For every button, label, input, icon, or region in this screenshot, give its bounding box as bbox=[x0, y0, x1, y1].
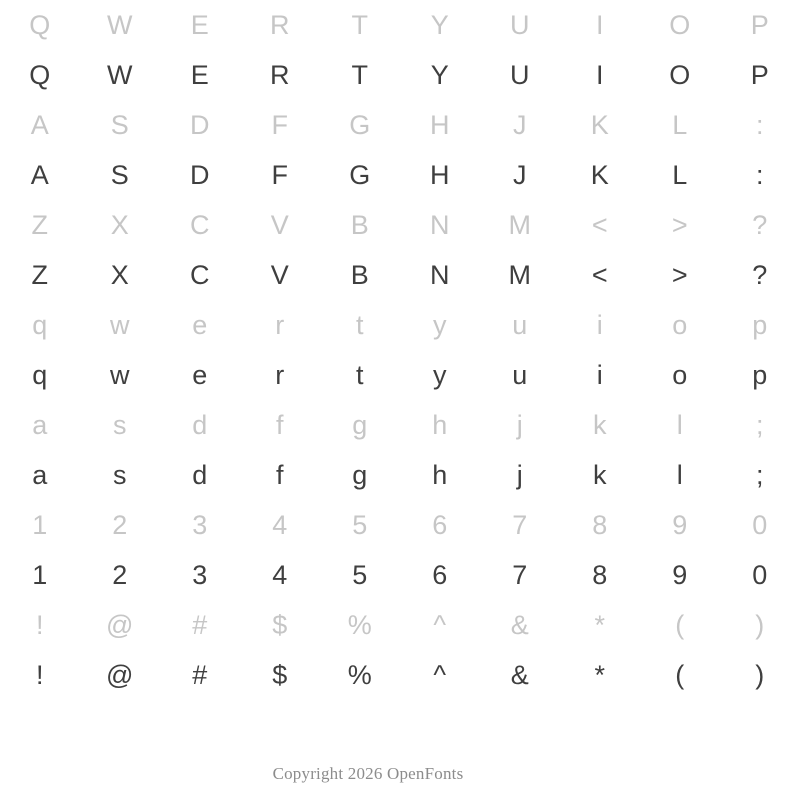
glyph-cell: 5 bbox=[352, 509, 368, 540]
glyph-cell: u bbox=[512, 309, 528, 340]
glyph-cell: 9 bbox=[672, 509, 688, 540]
glyph-cell: G bbox=[349, 109, 371, 140]
glyph-cell: f bbox=[275, 409, 284, 440]
glyph-cell: i bbox=[596, 309, 604, 340]
glyph-cell: < bbox=[591, 259, 609, 290]
glyph-cell: ^ bbox=[433, 609, 447, 640]
glyph-cell: L bbox=[672, 159, 688, 190]
glyph-cell: # bbox=[192, 659, 208, 690]
glyph-cell: s bbox=[113, 409, 127, 440]
glyph-cell: e bbox=[192, 309, 208, 340]
glyph-cell: P bbox=[750, 59, 770, 90]
glyph-cell: l bbox=[676, 459, 684, 490]
glyph-cell: ? bbox=[752, 209, 768, 240]
glyph-cell: 1 bbox=[32, 559, 48, 590]
glyph-cell: H bbox=[430, 109, 450, 140]
glyph-cell: 4 bbox=[272, 509, 288, 540]
glyph-cell: E bbox=[190, 59, 210, 90]
glyph-cell: ( bbox=[675, 609, 685, 640]
glyph-cell: r bbox=[275, 359, 285, 390]
glyph-cell: w bbox=[110, 309, 130, 340]
glyph-cell: l bbox=[676, 409, 684, 440]
glyph-cell: a bbox=[32, 459, 48, 490]
glyph-cell: I bbox=[595, 59, 604, 90]
glyph-cell: H bbox=[430, 159, 450, 190]
glyph-cell: P bbox=[750, 9, 770, 40]
glyph-cell: 2 bbox=[112, 559, 128, 590]
glyph-cell: ! bbox=[35, 609, 44, 640]
glyph-cell: L bbox=[672, 109, 688, 140]
glyph-cell: A bbox=[30, 109, 50, 140]
glyph-cell: 1 bbox=[32, 509, 48, 540]
glyph-cell: j bbox=[516, 409, 524, 440]
glyph-cell: 5 bbox=[352, 559, 368, 590]
glyph-cell: q bbox=[32, 309, 48, 340]
glyph-cell: k bbox=[593, 409, 607, 440]
glyph-cell: 3 bbox=[192, 509, 208, 540]
glyph-cell: ) bbox=[755, 659, 765, 690]
glyph-cell: G bbox=[349, 159, 371, 190]
glyph-cell: W bbox=[107, 59, 133, 90]
glyph-cell: < bbox=[591, 209, 609, 240]
glyph-cell: 0 bbox=[752, 559, 768, 590]
glyph-cell: # bbox=[192, 609, 208, 640]
glyph-cell: 2 bbox=[112, 509, 128, 540]
glyph-cell: : bbox=[755, 159, 764, 190]
glyph-cell: T bbox=[351, 59, 369, 90]
glyph-cell: e bbox=[192, 359, 208, 390]
glyph-cell: * bbox=[594, 659, 606, 690]
glyph-cell: s bbox=[113, 459, 127, 490]
glyph-cell: g bbox=[352, 459, 368, 490]
glyph-cell: ( bbox=[675, 659, 685, 690]
glyph-cell: A bbox=[30, 159, 50, 190]
glyph-cell: 8 bbox=[592, 559, 608, 590]
glyph-cell: Z bbox=[31, 259, 49, 290]
glyph-cell: o bbox=[672, 309, 688, 340]
glyph-cell: 7 bbox=[512, 559, 528, 590]
glyph-cell: X bbox=[110, 259, 130, 290]
glyph-cell: t bbox=[355, 309, 364, 340]
glyph-cell: ! bbox=[35, 659, 44, 690]
glyph-cell: d bbox=[192, 409, 208, 440]
glyph-cell: W bbox=[107, 9, 133, 40]
glyph-cell: h bbox=[432, 409, 448, 440]
glyph-cell: E bbox=[190, 9, 210, 40]
glyph-cell: p bbox=[752, 359, 768, 390]
glyph-cell: Z bbox=[31, 209, 49, 240]
glyph-cell: p bbox=[752, 309, 768, 340]
glyph-cell: R bbox=[270, 59, 290, 90]
glyph-cell: C bbox=[190, 259, 210, 290]
glyph-cell: Q bbox=[29, 9, 51, 40]
glyph-cell: @ bbox=[106, 659, 134, 690]
glyph-cell: $ bbox=[272, 659, 288, 690]
glyph-cell: X bbox=[110, 209, 130, 240]
glyph-cell: y bbox=[433, 359, 447, 390]
glyph-cell: o bbox=[672, 359, 688, 390]
glyph-cell: Y bbox=[430, 59, 450, 90]
glyph-cell: N bbox=[430, 209, 450, 240]
glyph-cell: ; bbox=[755, 409, 764, 440]
glyph-cell: K bbox=[590, 159, 610, 190]
glyph-cell: 4 bbox=[272, 559, 288, 590]
glyph-cell: U bbox=[510, 9, 530, 40]
glyph-cell: ; bbox=[755, 459, 764, 490]
glyph-cell: q bbox=[32, 359, 48, 390]
glyph-cell: % bbox=[347, 659, 373, 690]
glyph-cell: C bbox=[190, 209, 210, 240]
glyph-cell: j bbox=[516, 459, 524, 490]
glyph-cell: g bbox=[352, 409, 368, 440]
glyph-cell: B bbox=[350, 259, 370, 290]
glyph-cell: t bbox=[355, 359, 364, 390]
glyph-cell: 0 bbox=[752, 509, 768, 540]
glyph-cell: a bbox=[32, 409, 48, 440]
glyph-cell: R bbox=[270, 9, 290, 40]
glyph-cell: J bbox=[513, 159, 527, 190]
glyph-cell: F bbox=[271, 109, 289, 140]
glyph-cell: * bbox=[594, 609, 606, 640]
glyph-cell: O bbox=[669, 9, 691, 40]
glyph-cell: V bbox=[270, 209, 290, 240]
glyph-cell: I bbox=[595, 9, 604, 40]
glyph-cell: ? bbox=[752, 259, 768, 290]
glyph-cell: 6 bbox=[432, 509, 448, 540]
glyph-cell: d bbox=[192, 459, 208, 490]
glyph-cell: T bbox=[351, 9, 369, 40]
glyph-cell: U bbox=[510, 59, 530, 90]
glyph-cell: h bbox=[432, 459, 448, 490]
glyph-cell: M bbox=[508, 209, 532, 240]
glyph-cell: N bbox=[430, 259, 450, 290]
glyph-cell: S bbox=[110, 159, 130, 190]
glyph-cell: 7 bbox=[512, 509, 528, 540]
glyph-cell: 9 bbox=[672, 559, 688, 590]
glyph-cell: & bbox=[510, 659, 530, 690]
glyph-cell: r bbox=[275, 309, 285, 340]
glyph-cell: O bbox=[669, 59, 691, 90]
glyph-cell: Y bbox=[430, 9, 450, 40]
glyph-cell: ^ bbox=[433, 659, 447, 690]
glyph-cell: > bbox=[671, 259, 689, 290]
copyright-text: Copyright 2026 OpenFonts bbox=[272, 764, 464, 783]
glyph-cell: k bbox=[593, 459, 607, 490]
glyph-cell: u bbox=[512, 359, 528, 390]
glyph-cell: 8 bbox=[592, 509, 608, 540]
glyph-cell: Q bbox=[29, 59, 51, 90]
glyph-cell: 6 bbox=[432, 559, 448, 590]
glyph-cell: : bbox=[755, 109, 764, 140]
glyph-cell: D bbox=[190, 159, 210, 190]
glyph-cell: ) bbox=[755, 609, 765, 640]
glyph-cell: 3 bbox=[192, 559, 208, 590]
glyph-cell: i bbox=[596, 359, 604, 390]
glyph-cell: @ bbox=[106, 609, 134, 640]
glyph-cell: % bbox=[347, 609, 373, 640]
glyph-cell: B bbox=[350, 209, 370, 240]
glyph-cell: S bbox=[110, 109, 130, 140]
glyph-cell: y bbox=[433, 309, 447, 340]
glyph-cell: F bbox=[271, 159, 289, 190]
glyph-cell: K bbox=[590, 109, 610, 140]
footer bbox=[0, 764, 800, 784]
glyph-cell: J bbox=[513, 109, 527, 140]
glyph-cell: V bbox=[270, 259, 290, 290]
glyph-cell: D bbox=[190, 109, 210, 140]
glyph-cell: & bbox=[510, 609, 530, 640]
glyph-cell: $ bbox=[272, 609, 288, 640]
glyph-cell: f bbox=[275, 459, 284, 490]
glyph-cell: w bbox=[110, 359, 130, 390]
glyph-cell: > bbox=[671, 209, 689, 240]
glyph-cell: M bbox=[508, 259, 532, 290]
